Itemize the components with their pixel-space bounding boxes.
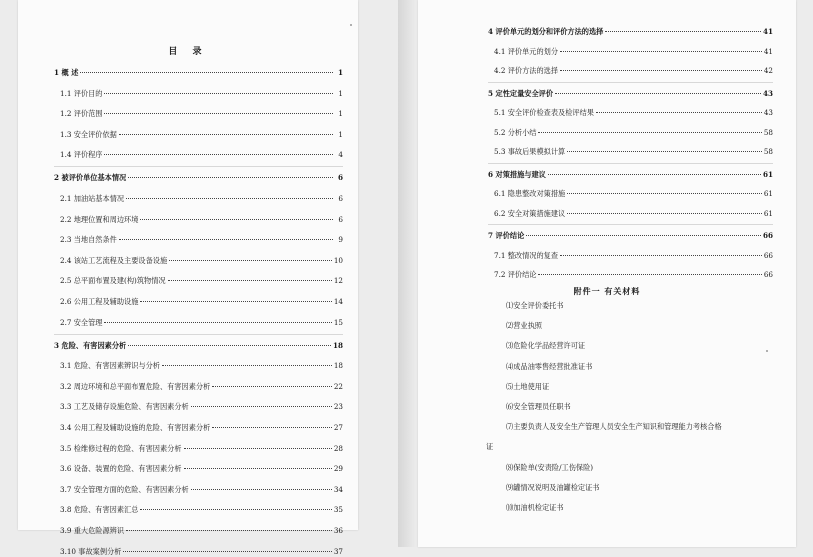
toc-entry-page-number: 23 (333, 402, 343, 412)
toc-entry-page-number: 1 (338, 88, 343, 98)
toc-entry-page-number: 37 (333, 546, 343, 556)
dot-leader (169, 259, 332, 261)
dot-leader (119, 133, 333, 135)
toc-entry-label: 3.9 重大危险源辨识 (60, 526, 125, 535)
toc-entry-label: 2.4 该站工艺流程及主要设备设施 (60, 255, 168, 265)
toc-entry-label: 7.1 整改情况的复查 (494, 250, 559, 260)
toc-entry-page-number: 18 (332, 340, 343, 350)
toc-section-entry (60, 382, 343, 392)
toc-entry-label: 1.4 评价程序 (60, 150, 103, 160)
toc-entry-page-number: 1 (337, 68, 343, 77)
toc-chapter-entry (54, 68, 343, 78)
attachment-item: ⑺主要负责人及安全生产管理人员安全生产知识和管理能力考核合格 (506, 422, 722, 432)
section-divider (54, 334, 343, 335)
toc-entry-label: 6.2 安全对策措施建议 (494, 208, 566, 218)
toc-entry-label: 2.2 地理位置和周边环境 (60, 214, 139, 224)
toc-entry-label: 4.2 评价方法的选择 (494, 66, 559, 75)
toc-section-entry (494, 270, 773, 280)
toc-entry-label: 5.1 安全评价检查表及检评结果 (494, 108, 594, 117)
dot-leader (212, 385, 332, 387)
left-page (18, 0, 358, 556)
dot-leader (560, 69, 762, 71)
toc-entry-label: 4 评价单元的划分和评价方法的选择 (488, 27, 604, 36)
section-divider (54, 166, 343, 167)
toc-entry-page-number: 61 (763, 208, 773, 218)
dot-leader (128, 344, 331, 346)
toc-entry-page-number: 66 (763, 250, 773, 260)
dot-leader (191, 488, 332, 490)
toc-section-entry (60, 464, 343, 474)
toc-section-entry (60, 423, 343, 433)
toc-section-entry (60, 89, 343, 99)
dot-leader (567, 150, 762, 152)
toc-section-entry (60, 235, 343, 245)
attachment-item: ⑴安全评价委托书 (506, 301, 564, 310)
dot-leader (128, 176, 333, 178)
section-divider (488, 224, 773, 225)
toc-entry-page-number: 35 (333, 505, 343, 515)
toc-entry-label: 3.3 工艺及储存设施危险、有害因素分析 (60, 402, 189, 412)
toc-entry-label: 3 危险、有害因素分析 (54, 340, 127, 350)
toc-entry-page-number: 66 (763, 270, 773, 279)
toc-section-entry (60, 505, 343, 515)
toc-entry-label: 5 定性定量安全评价 (488, 88, 554, 98)
toc-section-entry (60, 130, 343, 140)
dot-leader (168, 279, 332, 281)
toc-entry-page-number: 41 (763, 46, 773, 56)
toc-entry-page-number: 27 (333, 423, 343, 432)
dot-leader (119, 238, 333, 240)
toc-entry-page-number: 12 (333, 276, 343, 286)
toc-entry-page-number: 43 (763, 108, 773, 117)
toc-section-entry (60, 402, 343, 412)
attachment-item: ⑹安全管理员任职书 (506, 402, 571, 411)
toc-section-entry (60, 215, 343, 225)
toc-entry-page-number: 14 (333, 297, 343, 306)
toc-entry-page-number: 58 (763, 127, 773, 137)
toc-entry-label: 1 概 述 (54, 68, 79, 77)
toc-entry-label: 3.8 危险、有害因素汇总 (60, 505, 139, 515)
attachment-item: ⑻保险单(安责险/工伤保险) (506, 462, 594, 472)
toc-section-entry (60, 361, 343, 371)
toc-section-entry (60, 109, 343, 119)
toc-entry-label: 1.2 评价范围 (60, 109, 103, 119)
attachment-item: ⑵营业执照 (506, 321, 542, 331)
toc-entry-page-number: 1 (338, 109, 343, 119)
toc-section-entry (494, 108, 773, 118)
toc-entry-page-number: 66 (762, 231, 773, 240)
scan-speck (766, 350, 768, 352)
dot-leader (567, 192, 762, 194)
toc-section-entry (60, 444, 343, 454)
page-gutter (398, 0, 418, 547)
dot-leader (538, 273, 761, 275)
toc-section-entry (60, 318, 343, 328)
dot-leader (104, 321, 331, 323)
toc-entry-page-number: 61 (762, 169, 773, 179)
toc-chapter-entry (488, 89, 773, 99)
toc-chapter-entry (488, 170, 773, 180)
toc-entry-label: 1.1 评价目的 (60, 88, 103, 98)
attachment-item: ⑶危险化学品经营许可证 (506, 341, 586, 351)
toc-entry-page-number: 36 (333, 526, 343, 535)
toc-entry-page-number: 22 (333, 381, 343, 391)
toc-section-entry (60, 547, 343, 557)
toc-entry-page-number: 9 (338, 235, 343, 245)
dot-leader (212, 426, 332, 428)
dot-leader (548, 173, 761, 175)
toc-entry-label: 3.2 周边环境和总平面布置危险、有害因素分析 (60, 381, 211, 391)
dot-leader (184, 467, 332, 469)
dot-leader (538, 131, 761, 133)
dot-leader (560, 254, 762, 256)
toc-entry-label: 5.3 事故后果模拟计算 (494, 147, 566, 156)
toc-entry-label: 3.1 危险、有害因素辨识与分析 (60, 361, 160, 371)
toc-entry-label: 6 对策措施与建议 (488, 169, 546, 179)
toc-entry-label: 6.1 隐患整改对策措施 (494, 189, 566, 198)
toc-entry-label: 2.1 加油站基本情况 (60, 194, 125, 203)
toc-entry-page-number: 29 (333, 464, 343, 474)
attachment-item: ⑼罐情况说明及油罐检定证书 (506, 482, 600, 492)
toc-entry-page-number: 42 (763, 66, 773, 75)
dot-leader (567, 212, 762, 214)
attachments-title: 附件一 有关材料 (573, 286, 641, 296)
toc-entry-label: 5.2 分析小结 (494, 127, 537, 137)
toc-entry-page-number: 6 (337, 173, 343, 183)
toc-chapter-entry (488, 27, 773, 37)
toc-entry-page-number: 61 (763, 189, 773, 198)
dot-leader (191, 405, 332, 407)
dot-leader (555, 92, 761, 94)
toc-entry-page-number: 28 (333, 443, 343, 453)
toc-entry-label: 3.4 公用工程及辅助设施的危险、有害因素分析 (60, 423, 211, 432)
toc-section-entry (494, 128, 773, 138)
attachment-item: ⑷成品油零售经营批准证书 (506, 361, 593, 371)
right-page (418, 0, 796, 547)
toc-entry-page-number: 4 (338, 150, 343, 160)
toc-section-entry (60, 297, 343, 307)
toc-entry-label: 7 评价结论 (488, 231, 525, 240)
toc-entry-label: 3.7 安全管理方面的危险、有害因素分析 (60, 484, 189, 494)
scan-speck (350, 24, 352, 26)
dot-leader (526, 234, 761, 236)
toc-entry-page-number: 43 (762, 88, 773, 98)
dot-leader (162, 364, 332, 366)
dot-leader (140, 218, 333, 220)
attachment-item: ⑽加油机检定证书 (506, 503, 564, 512)
dot-leader (184, 447, 332, 449)
attachment-item: 证 (486, 442, 494, 452)
toc-section-entry (494, 47, 773, 57)
toc-entry-page-number: 15 (333, 317, 343, 327)
dot-leader (560, 50, 762, 52)
dot-leader (104, 112, 333, 114)
dot-leader (596, 111, 762, 113)
toc-section-entry (494, 66, 773, 76)
toc-chapter-entry (54, 341, 343, 351)
toc-entry-label: 4.1 评价单元的划分 (494, 46, 559, 56)
toc-section-entry (60, 256, 343, 266)
toc-entry-label: 2.6 公用工程及辅助设施 (60, 297, 139, 306)
toc-entry-page-number: 41 (762, 27, 773, 36)
toc-section-entry (60, 150, 343, 160)
toc-entry-label: 2.7 安全管理 (60, 317, 103, 327)
toc-entry-label: 3.6 设备、装置的危险、有害因素分析 (60, 464, 182, 474)
toc-section-entry (60, 526, 343, 536)
toc-title: 目 录 (168, 47, 208, 57)
toc-entry-label: 2.3 当地自然条件 (60, 235, 117, 245)
toc-entry-page-number: 18 (333, 361, 343, 371)
dot-leader (126, 529, 332, 531)
toc-entry-page-number: 58 (763, 147, 773, 156)
toc-section-entry (494, 209, 773, 219)
toc-section-entry (494, 147, 773, 157)
toc-section-entry (494, 251, 773, 261)
toc-entry-label: 2.5 总平面布置及建(构)筑物情况 (60, 276, 166, 286)
toc-section-entry (60, 485, 343, 495)
toc-chapter-entry (488, 231, 773, 241)
section-divider (488, 82, 773, 83)
toc-section-entry (60, 194, 343, 204)
toc-entry-page-number: 34 (333, 484, 343, 494)
dot-leader (605, 30, 761, 32)
toc-entry-page-number: 6 (338, 194, 343, 203)
section-divider (488, 163, 773, 164)
dot-leader (80, 71, 333, 73)
toc-section-entry (494, 189, 773, 199)
dot-leader (104, 92, 333, 94)
dot-leader (140, 508, 331, 510)
toc-entry-page-number: 10 (333, 255, 343, 265)
toc-entry-page-number: 6 (338, 214, 343, 224)
toc-entry-label: 2 被评价单位基本情况 (54, 173, 127, 183)
toc-entry-label: 3.10 事故案例分析 (60, 546, 122, 556)
toc-entry-label: 3.5 检维修过程的危险、有害因素分析 (60, 443, 182, 453)
dot-leader (140, 300, 331, 302)
toc-entry-label: 1.3 安全评价依据 (60, 129, 117, 139)
toc-entry-page-number: 1 (338, 129, 343, 139)
dot-leader (123, 550, 331, 552)
dot-leader (104, 153, 333, 155)
toc-section-entry (60, 276, 343, 286)
toc-chapter-entry (54, 173, 343, 183)
toc-entry-label: 7.2 评价结论 (494, 270, 537, 279)
attachment-item: ⑸土地使用证 (506, 381, 550, 391)
dot-leader (126, 197, 333, 199)
